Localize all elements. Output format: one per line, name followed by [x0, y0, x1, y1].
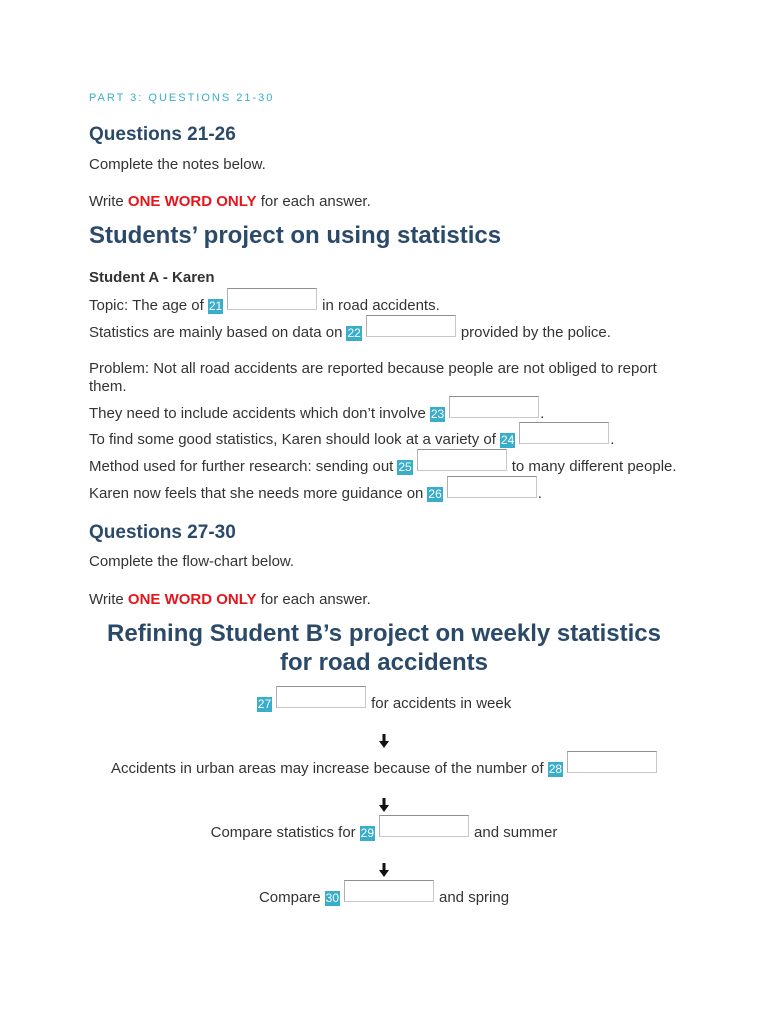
note-text-after: provided by the police.: [460, 324, 611, 341]
answer-box: [567, 751, 657, 773]
note-row-24: [89, 422, 614, 451]
answer-input-30[interactable]: [344, 880, 434, 902]
question-number-badge: 24: [500, 433, 515, 447]
answer-input-24[interactable]: [519, 422, 609, 444]
word-limit-emphasis: ONE WORD ONLY: [127, 591, 257, 608]
notes-instruction: Complete the notes below.: [89, 156, 266, 173]
section-heading-21-26: Questions 21-26: [89, 124, 236, 145]
word-limit-suffix: for each answer.: [260, 193, 371, 210]
note-row-23: [89, 396, 544, 425]
flow-step-29: [89, 815, 679, 844]
question-number-badge: 30: [325, 891, 339, 905]
question-number-badge: 25: [398, 460, 412, 474]
question-number-badge: 23: [430, 407, 445, 421]
answer-box: [366, 315, 456, 337]
answer-box: [379, 815, 469, 837]
answer-box: [276, 686, 366, 708]
note-row-21: [89, 288, 440, 317]
question-number-badge: 22: [347, 326, 361, 340]
note-text-before: Karen now feels that she needs more guidance on: [89, 485, 424, 502]
flow-text-after: and summer: [474, 824, 558, 841]
student-subheading: Student A - Karen: [89, 269, 215, 286]
answer-input-22[interactable]: [366, 315, 456, 337]
problem-paragraph: Problem: Not all road accidents are reported because people are not obliged to report them.: [89, 360, 657, 395]
down-arrow-icon: [378, 734, 390, 750]
flow-text-before: Accidents in urban areas may increase because of the number of: [110, 760, 544, 777]
answer-input-27[interactable]: [276, 686, 366, 708]
note-text-before: Topic: The age of: [89, 297, 204, 314]
flow-step-30: [89, 880, 679, 909]
note-row-26: [89, 476, 542, 505]
answer-box: [449, 396, 539, 418]
word-limit-emphasis: ONE WORD ONLY: [127, 193, 257, 210]
note-row-25: [89, 449, 677, 478]
answer-input-23[interactable]: [449, 396, 539, 418]
answer-input-21[interactable]: [227, 288, 317, 310]
answer-input-26[interactable]: [447, 476, 537, 498]
word-limit-prefix: Write: [89, 193, 124, 210]
question-number-badge: 21: [208, 299, 223, 313]
part-label: PART 3: QUESTIONS 21-30: [89, 92, 275, 104]
flowchart-instruction: Complete the flow-chart below.: [89, 553, 295, 570]
note-text-after: .: [610, 431, 615, 448]
answer-box: [227, 288, 317, 310]
note-text-after: .: [537, 485, 542, 502]
flow-text-before: Compare: [258, 889, 321, 906]
question-number-badge: 28: [548, 762, 563, 776]
flow-step-27: [89, 686, 679, 715]
note-text-before: Method used for further research: sending out: [89, 458, 394, 475]
notes-title: Students’ project on using statistics: [89, 222, 502, 249]
answer-box: [417, 449, 507, 471]
question-number-badge: 27: [257, 697, 272, 711]
note-text-before: To find some good statistics, Karen should look at a variety of: [89, 431, 496, 448]
note-text-after: .: [540, 405, 545, 422]
flow-text-after: for accidents in week: [371, 695, 512, 712]
flowchart-title: Refining Student B’s project on weekly statistics for road accidents: [107, 620, 661, 676]
answer-box: [519, 422, 609, 444]
down-arrow-icon: [378, 863, 390, 879]
note-row-22: [89, 315, 611, 344]
note-text-before: They need to include accidents which don’t involve: [89, 405, 426, 422]
question-number-badge: 26: [428, 487, 442, 501]
word-limit-line: [89, 589, 371, 611]
answer-box: [447, 476, 537, 498]
word-limit-suffix: for each answer.: [260, 591, 371, 608]
down-arrow-icon: [378, 798, 390, 814]
flow-step-28: [89, 751, 679, 780]
question-number-badge: 29: [360, 826, 375, 840]
answer-input-28[interactable]: [567, 751, 657, 773]
note-text-after: to many different people.: [511, 458, 677, 475]
note-text-after: in road accidents.: [322, 297, 440, 314]
flow-text-after: and spring: [439, 889, 510, 906]
answer-box: [344, 880, 434, 902]
note-text-before: Statistics are mainly based on data on: [89, 324, 343, 341]
answer-input-29[interactable]: [379, 815, 469, 837]
word-limit-line: [89, 191, 371, 213]
section-heading-27-30: Questions 27-30: [89, 522, 236, 543]
word-limit-prefix: Write: [89, 591, 124, 608]
flow-text-before: Compare statistics for: [210, 824, 356, 841]
answer-input-25[interactable]: [417, 449, 507, 471]
